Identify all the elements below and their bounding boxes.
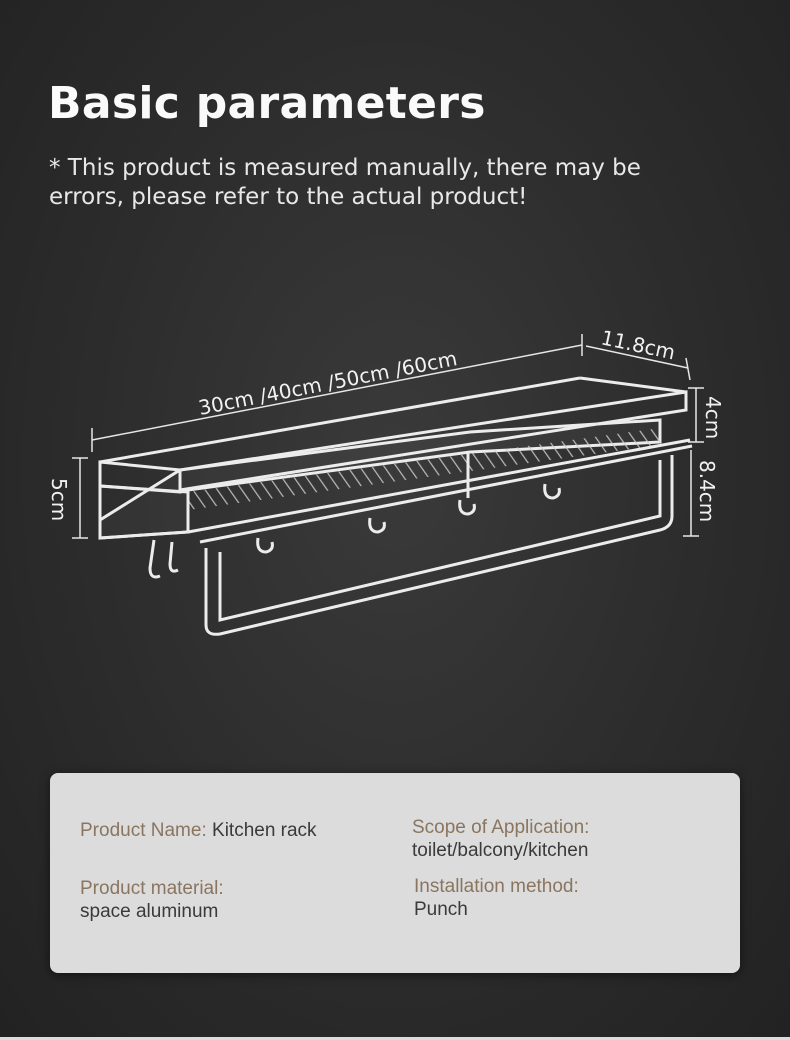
installation-value: Punch: [414, 899, 468, 920]
product-name-value: Kitchen rack: [212, 820, 317, 841]
side-height-label: 5cm: [47, 478, 71, 522]
parameters-card: [50, 773, 740, 973]
length-label: 30cm /40cm /50cm /60cm: [196, 346, 460, 420]
scope-key: Scope of Application:: [412, 817, 590, 838]
page-title: Basic parameters: [48, 78, 486, 129]
material-param: [80, 877, 224, 923]
installation-key: Installation method:: [414, 876, 579, 897]
top-height-label: 4cm: [701, 396, 725, 440]
bar-height-label: 8.4cm: [695, 460, 719, 523]
material-key: Product material:: [80, 878, 224, 899]
scope-value: toilet/balcony/kitchen: [412, 840, 589, 861]
depth-label: 11.8cm: [598, 325, 678, 365]
material-value: space aluminum: [80, 901, 219, 922]
scope-param: [412, 816, 589, 862]
product-name-param: [80, 819, 317, 842]
measurement-note: * This product is measured manually, there may be errors, please refer to the actual product!: [49, 155, 641, 210]
rack-drawing: [100, 378, 692, 634]
kitchen-rack-diagram: [0, 320, 790, 650]
product-name-key: Product Name:: [80, 820, 207, 841]
installation-param: [414, 875, 579, 921]
